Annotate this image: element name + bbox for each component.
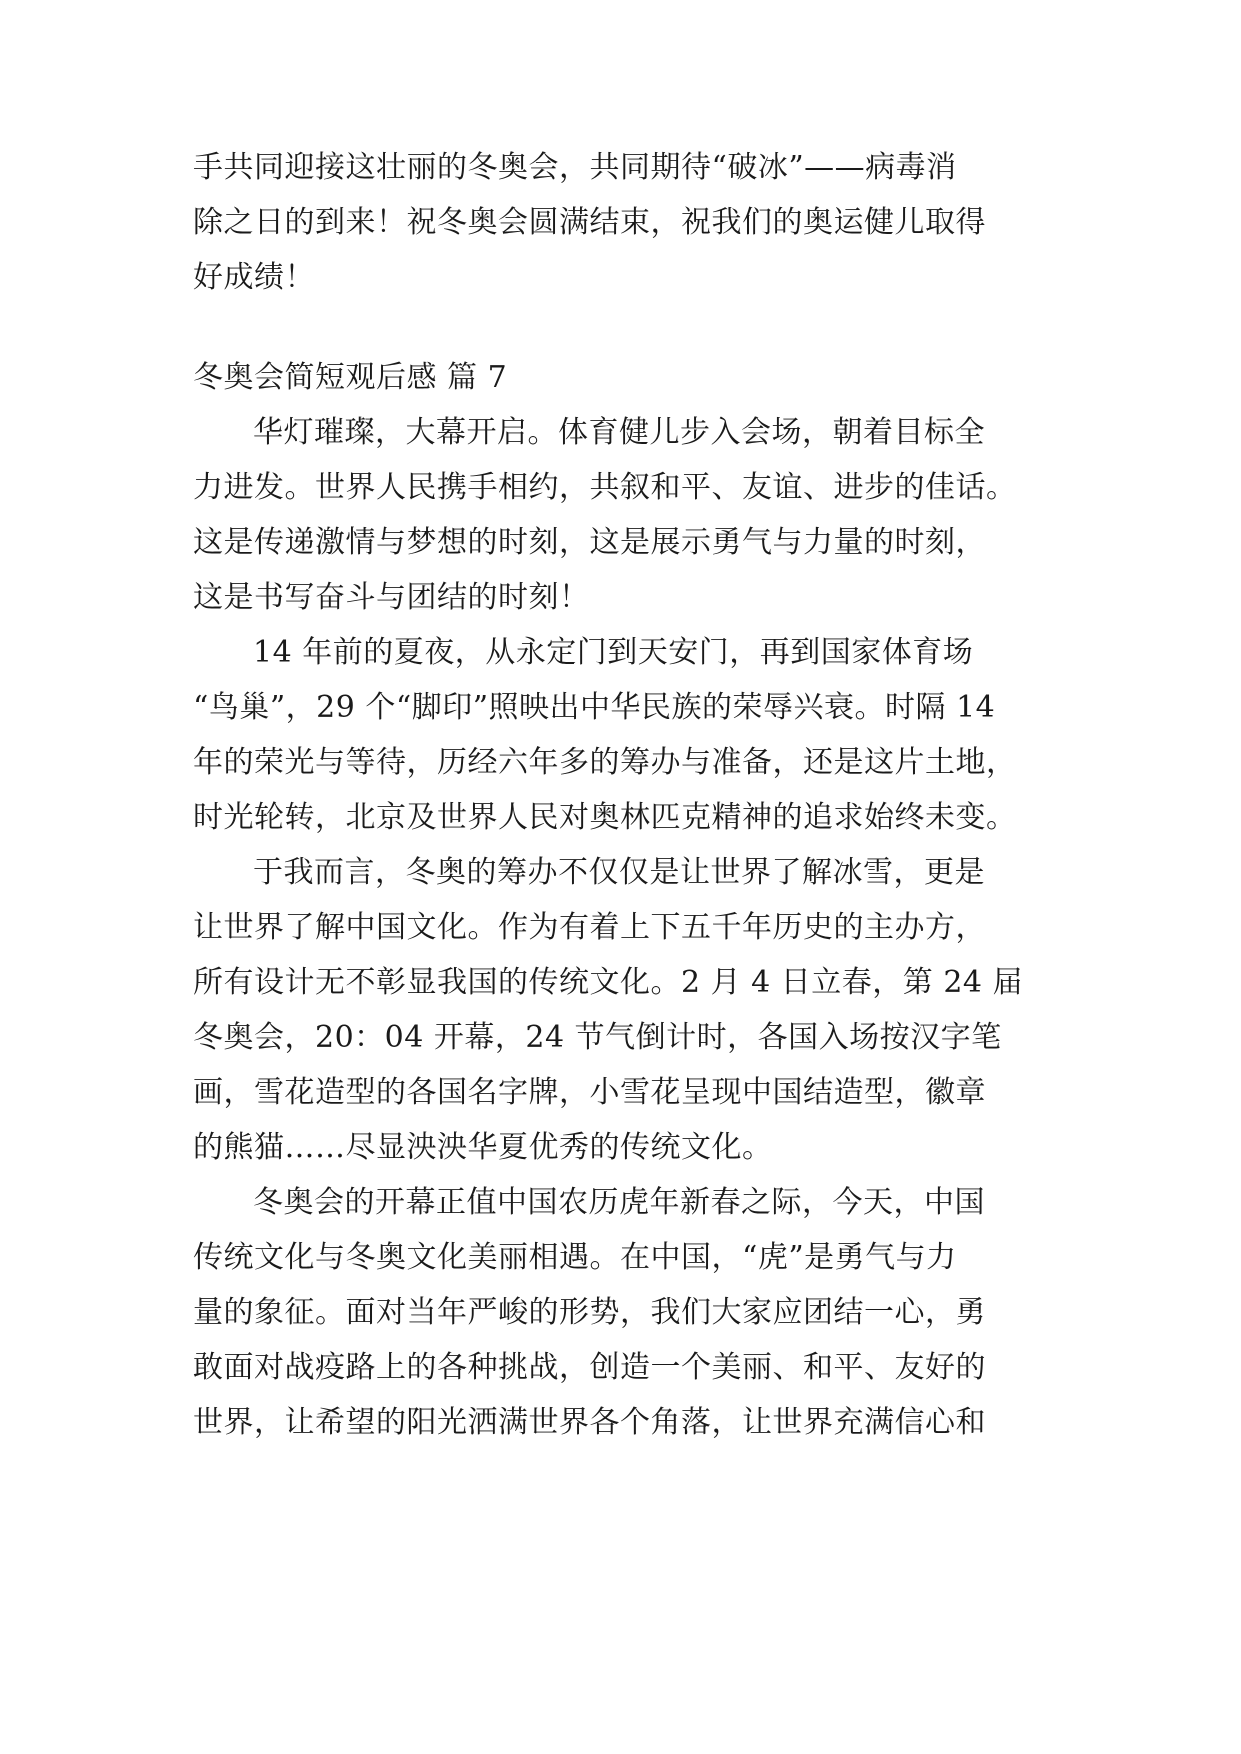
paragraph-3-line-1: 于我而言，冬奥的筹办不仅仅是让世界了解冰雪，更是: [253, 855, 985, 890]
paragraph-4-line-2: 传统文化与冬奥文化美丽相遇。在中国，“虎”是勇气与力: [193, 1240, 957, 1275]
paragraph-1-line-4: 这是书写奋斗与团结的时刻！: [193, 580, 590, 615]
continuation-line-2: 除之日的到来！祝冬奥会圆满结束，祝我们的奥运健儿取得: [193, 205, 986, 240]
section-heading: 冬奥会简短观后感 篇 7: [193, 360, 508, 395]
paragraph-2-line-2: “鸟巢”，29 个“脚印”照映出中华民族的荣辱兴衰。时隔 14: [193, 690, 996, 725]
paragraph-3-line-5: 画，雪花造型的各国名字牌，小雪花呈现中国结造型，徽章: [193, 1075, 986, 1110]
paragraph-3-line-3: 所有设计无不彰显我国的传统文化。2 月 4 日立春，第 24 届: [193, 965, 1024, 1000]
paragraph-3-line-6: 的熊猫……尽显泱泱华夏优秀的传统文化。: [193, 1130, 773, 1165]
paragraph-1-line-2: 力进发。世界人民携手相约，共叙和平、友谊、进步的佳话。: [193, 470, 1017, 505]
continuation-line-3: 好成绩！: [193, 260, 315, 295]
paragraph-1-line-3: 这是传递激情与梦想的时刻，这是展示勇气与力量的时刻，: [193, 525, 986, 560]
paragraph-1-line-1: 华灯璀璨，大幕开启。体育健儿步入会场，朝着目标全: [253, 415, 985, 450]
paragraph-2-line-1: 14 年前的夏夜，从永定门到天安门，再到国家体育场: [253, 635, 974, 670]
paragraph-4-line-1: 冬奥会的开幕正值中国农历虎年新春之际，今天，中国: [253, 1185, 985, 1220]
continuation-line-1: 手共同迎接这壮丽的冬奥会，共同期待“破冰”——病毒消: [193, 150, 957, 185]
paragraph-4-line-3: 量的象征。面对当年严峻的形势，我们大家应团结一心，勇: [193, 1295, 986, 1330]
paragraph-2-line-3: 年的荣光与等待，历经六年多的筹办与准备，还是这片土地，: [193, 745, 1017, 780]
paragraph-3-line-4: 冬奥会，20：04 开幕，24 节气倒计时，各国入场按汉字笔: [193, 1020, 1002, 1055]
paragraph-4-line-4: 敢面对战疫路上的各种挑战，创造一个美丽、和平、友好的: [193, 1350, 986, 1385]
paragraph-4-line-5: 世界，让希望的阳光洒满世界各个角落，让世界充满信心和: [193, 1405, 986, 1440]
paragraph-3-line-2: 让世界了解中国文化。作为有着上下五千年历史的主办方，: [193, 910, 986, 945]
paragraph-2-line-4: 时光轮转，北京及世界人民对奥林匹克精神的追求始终未变。: [193, 800, 1017, 835]
